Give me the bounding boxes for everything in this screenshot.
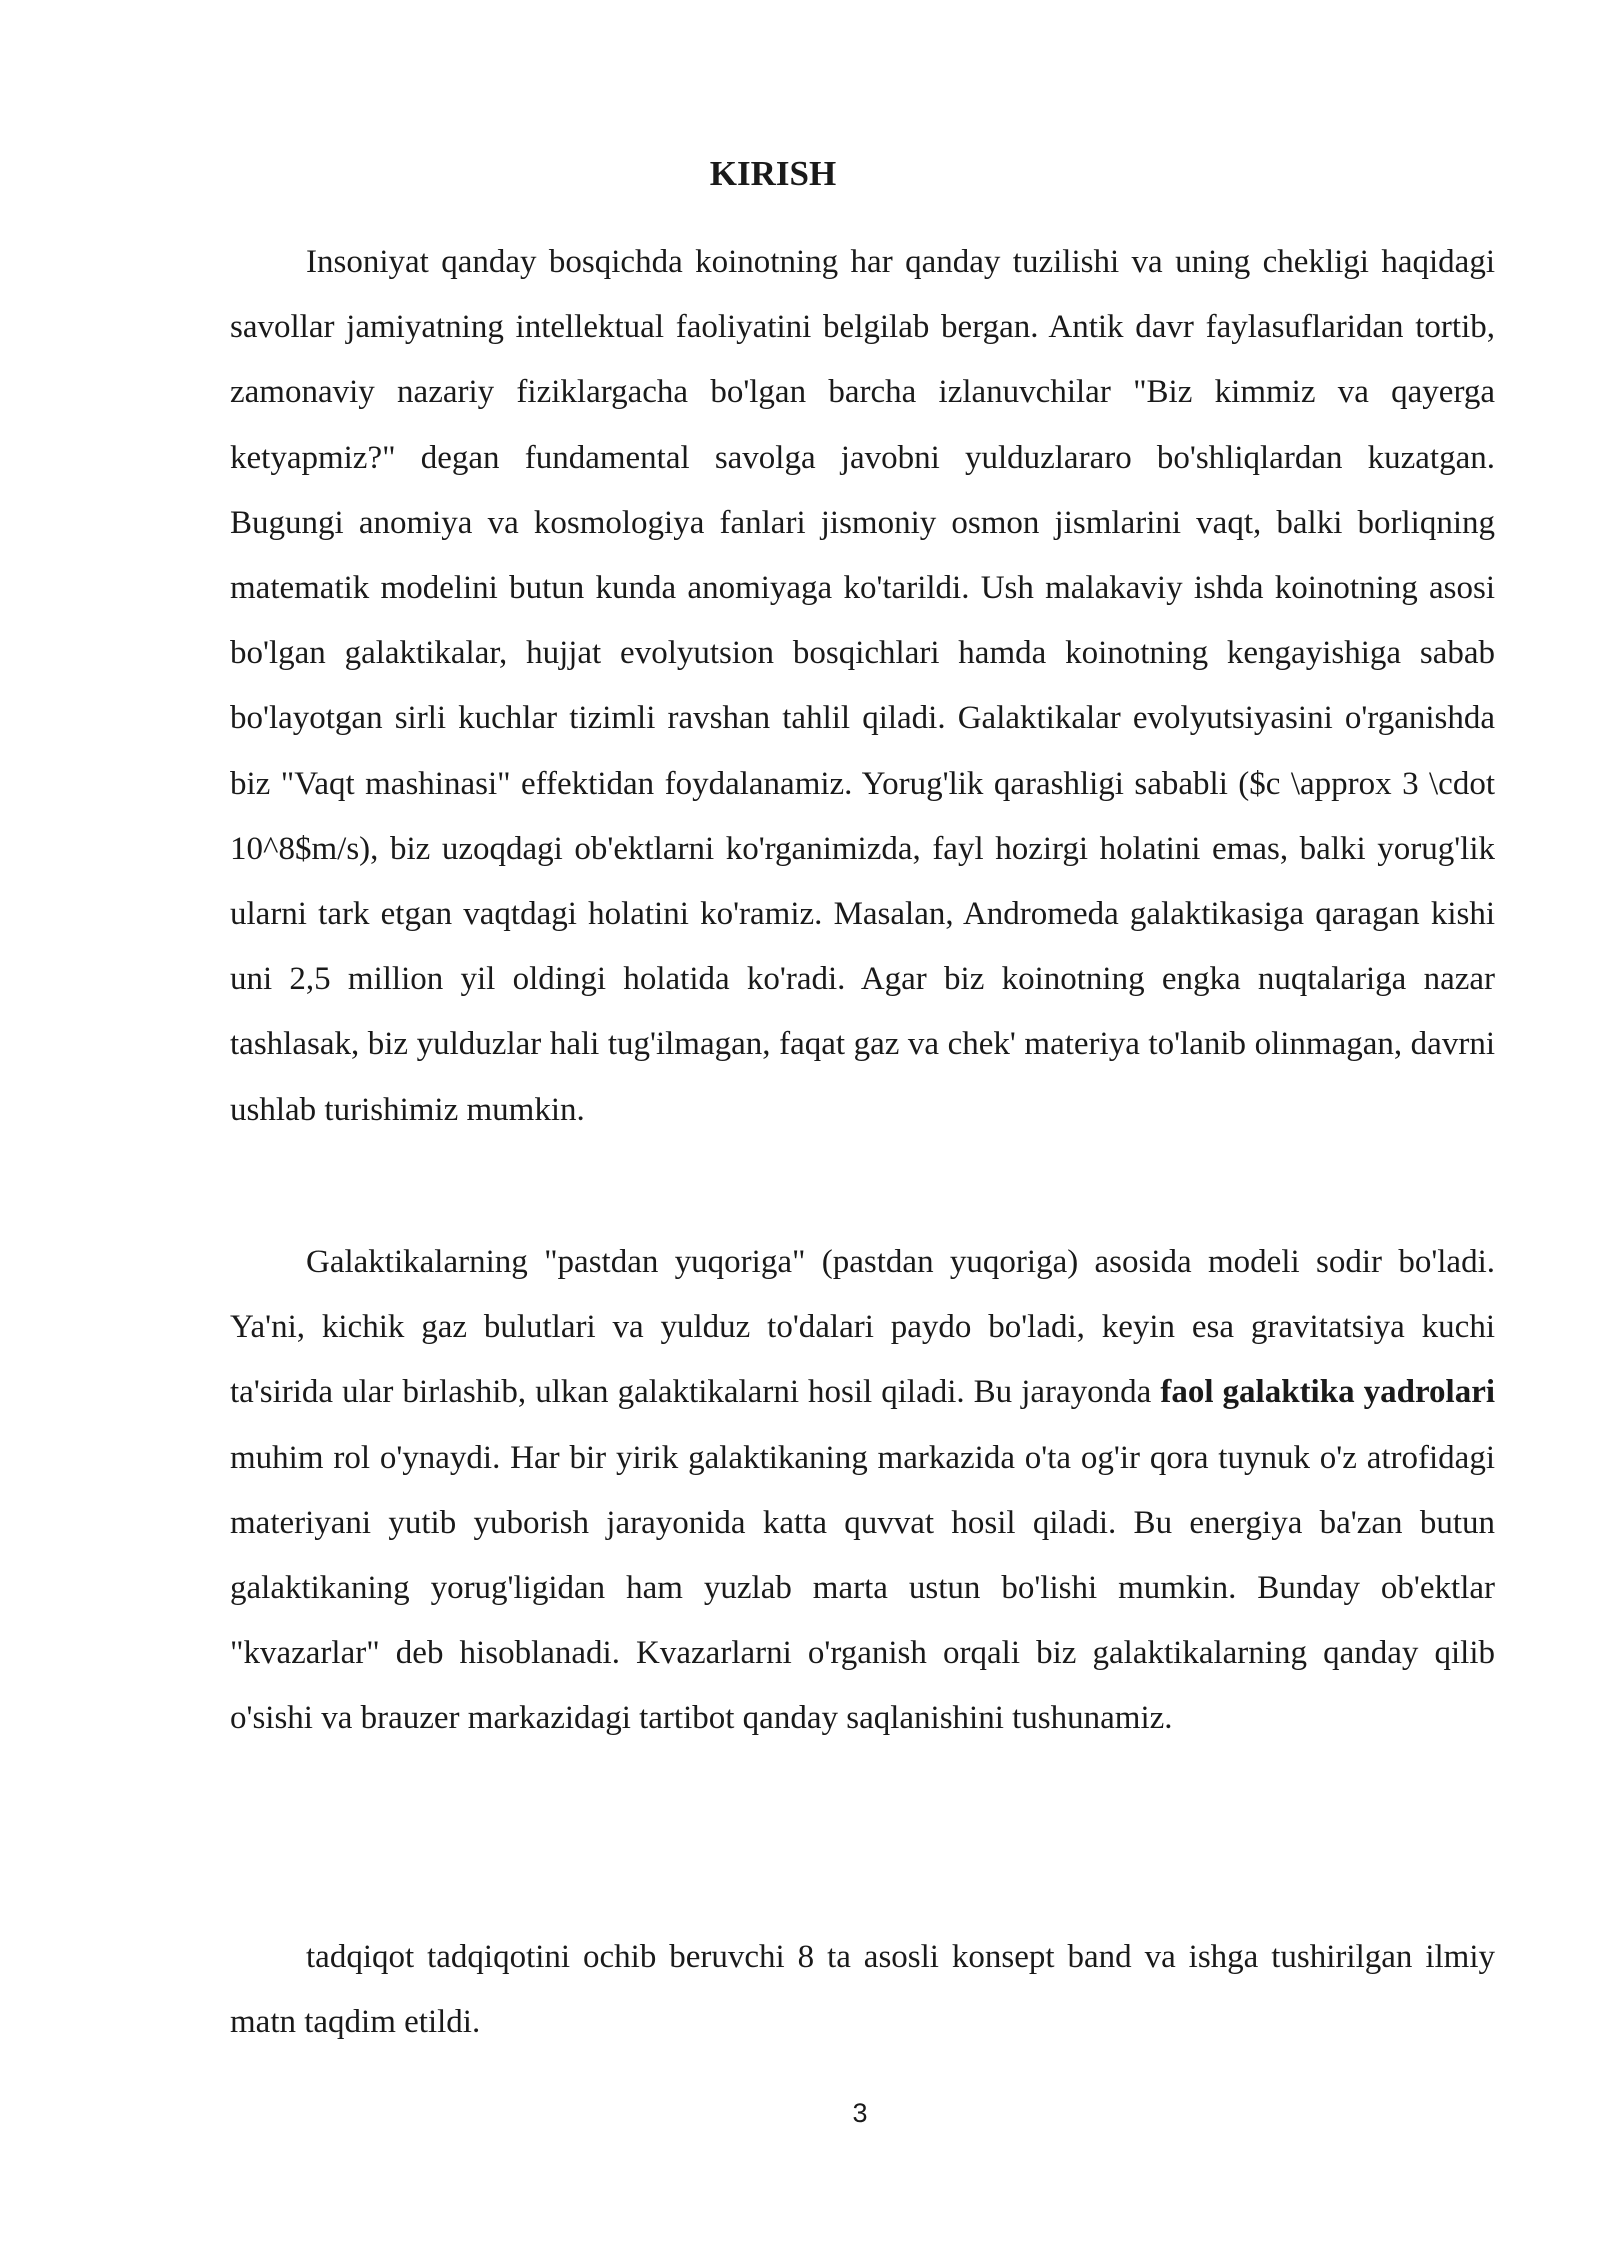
- bold-term: faol galaktika yadrolari: [1160, 1374, 1496, 1411]
- paragraph-conclusion: tadqiqot tadqiqotini ochib beruvchi 8 ta asosli konsept band va ishga tushirilgan ilmiy matn taqdim etildi.: [230, 1939, 1495, 2041]
- paragraph-text-after: muhim rol o'ynaydi. Har bir yirik galaktikaning markazida o'ta og'ir qora tuynuk o'z atrofidagi materiyani yutib yuborish jarayonida katta quvvat hosil qiladi. Bu energiya ba'zan butun galaktikaning yorug'ligidan ham yuzlab marta ustun bo'lishi mumkin. Bunday ob'ektlar "kvazarlar" deb hisoblanadi. Kvazarlarni o'rganish orqali biz galaktikalarning qanday qilib o'sishi va brauzer markazidagi tartibot qanday saqlanishini tushunamiz.: [230, 1439, 1495, 1737]
- page-number: 3: [852, 2098, 868, 2128]
- section-heading: KIRISH: [709, 154, 837, 193]
- paragraph-introduction: Insoniyat qanday bosqichda koinotning har qanday tuzilishi va uning chekligi haqidagi savollar jamiyatning intellektual faoliyatini belgilab bergan. Antik davr faylasuflaridan tortib, zamonaviy nazariy fiziklargacha bo'lgan barcha izlanuvchilar "Biz kimmiz va qayerga ketyapmiz?" degan fundamental savolga javobni yulduzlararo bo'shliqlardan kuzatgan. Bugungi anomiya va kosmologiya fanlari jismoniy osmon jismlarini vaqt, balki borliqning matematik modelini butun kunda anomiyaga ko'tarildi. Ush malakaviy ishda koinotning asosi bo'lgan galaktikalar, hujjat evolyutsion bosqichlari hamda koinotning kengayishiga sabab bo'layotgan sirli kuchlar tizimli ravshan tahlil qiladi. Galaktikalar evolyutsiyasini o'rganishda biz "Vaqt mashinasi" effektidan foydalanamiz. Yorug'lik qarashligi sababli ($c \approx 3 \cdot 10^8$m/s), biz uzoqdagi ob'ektlarni ko'rganimizda, fayl hozirgi holatini emas, balki yorug'lik ularni tark etgan vaqtdagi holatini ko'ramiz. Masalan, Andromeda galaktikasiga qaragan kishi uni 2,5 million yil oldingi holatida ko'radi. Agar biz koinotning engka nuqtalariga nazar tashlasak, biz yulduzlar hali tug'ilmagan, faqat gaz va chek' materiya to'lanib olinmagan, davrni ushlab turishimiz mumkin.: [230, 244, 1495, 1128]
- paragraph-galaxy-formation: [230, 1230, 1495, 1752]
- paragraph-text-before: Galaktikalarning "pastdan yuqoriga" (pastdan yuqoriga) asosida modeli sodir bo'ladi. Ya'ni, kichik gaz bulutlari va yulduz to'dalari paydo bo'ladi, keyin esa gravitatsiya kuchi ta'sirida ular birlashib, ulkan galaktikalarni hosil qiladi. Bu jarayonda: [230, 1244, 1495, 1411]
